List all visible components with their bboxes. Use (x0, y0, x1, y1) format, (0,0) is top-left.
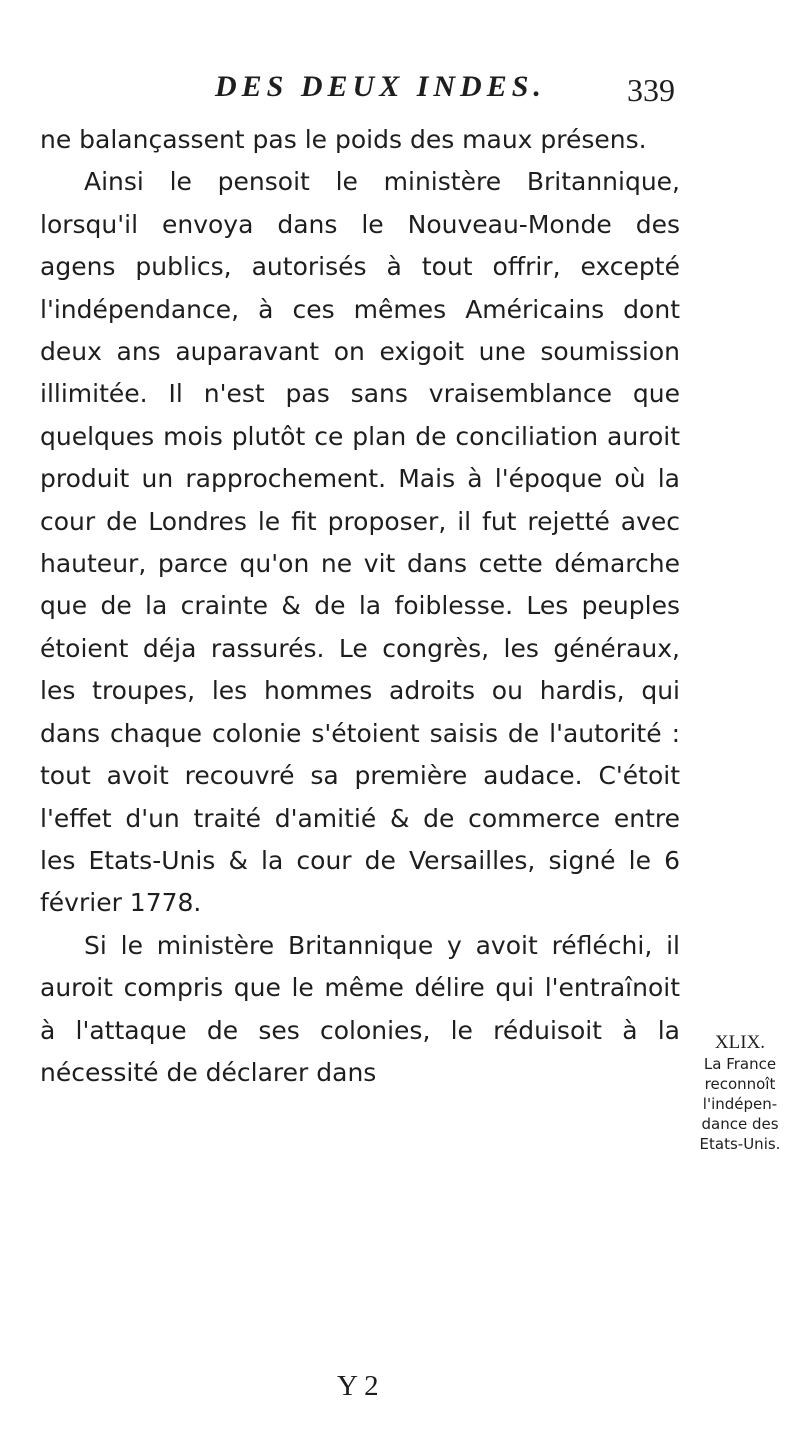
margin-note-line: La France (703, 1055, 777, 1073)
body-text (40, 119, 680, 1094)
margin-note-line: reconnoît (704, 1075, 776, 1093)
running-title: DES DEUX INDES. (215, 70, 546, 103)
margin-note (688, 1032, 792, 1154)
paragraph: Si le ministère Britannique y avoit réfléchi, il auroit compris que le même délire qui l'entraînoit à l'attaque de ses colonies, le réduisoit à la nécessité de déclarer dans (40, 930, 680, 1087)
margin-note-line: dance des (701, 1115, 779, 1133)
margin-note-number: XLIX. (714, 1032, 766, 1053)
paragraph-continuation: ne balançassent pas le poids des maux présens. (40, 125, 647, 154)
running-head (215, 70, 675, 120)
margin-note-line: l'indépen- (702, 1095, 778, 1113)
signature-mark: Y 2 (337, 1370, 379, 1402)
page-number: 339 (627, 72, 675, 108)
paragraph: Ainsi le pensoit le ministère Britannique, lorsqu'il envoya dans le Nouveau-Monde des agens publics, autorisés à tout offrir, excepté l'indépendance, à ces mêmes Américains dont deux ans auparavant on exigoit une soumission illimitée. Il n'est pas sans vraisemblance que quelques mois plutôt ce plan de conciliation auroit produit un rapprochement. Mais à l'époque où la cour de Londres le fit proposer, il fut rejetté avec hauteur, parce qu'on ne vit dans cette démarche que de la crainte & de la foiblesse. Les peuples étoient déja rassurés. Le congrès, les généraux, les troupes, les hommes adroits ou hardis, qui dans chaque colonie s'étoient saisis de l'autorité : tout avoit recouvré sa première audace. C'étoit l'effet d'un traité d'amitié & de commerce entre les Etats-Unis & la cour de Versailles, signé le 6 février 1778. (40, 167, 680, 918)
margin-note-line: Etats-Unis. (699, 1135, 781, 1153)
